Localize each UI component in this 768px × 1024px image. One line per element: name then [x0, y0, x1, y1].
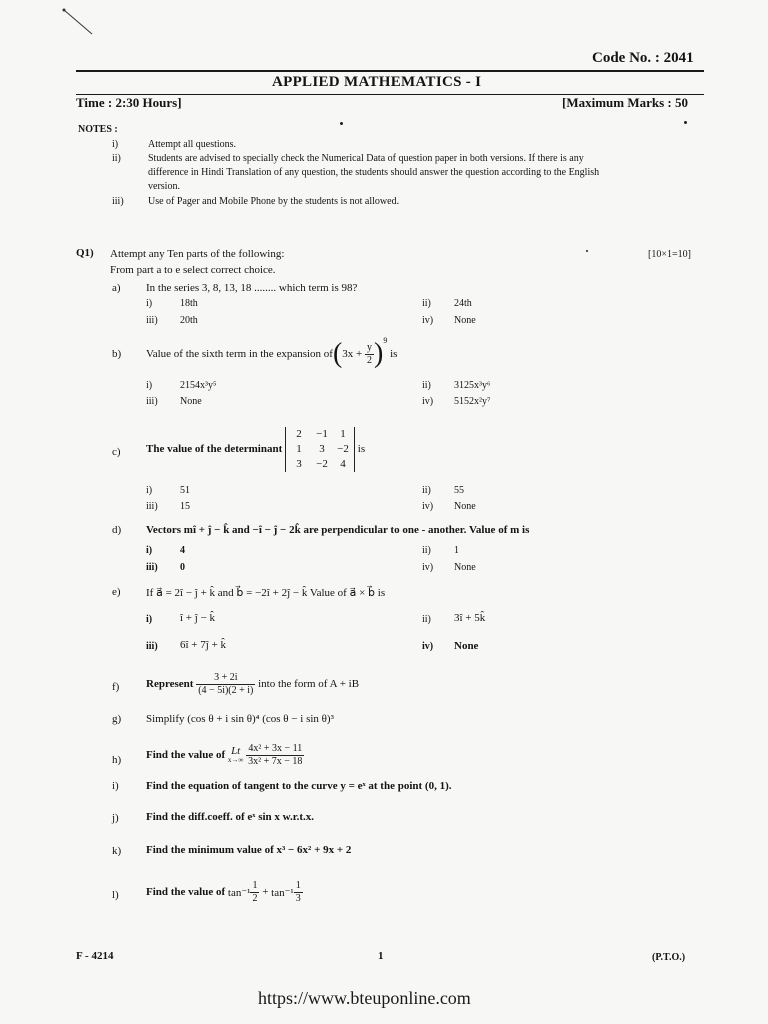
- part-label: h): [112, 754, 122, 766]
- part-f-question: Represent $\frac{3 + 2i}{(4 - 5i)(2 + i)}$ into the form of A + iB: [146, 672, 360, 696]
- note-text: version.: [148, 181, 180, 192]
- part-h-question: Find the value of Lt x→∞ $\frac{\text{4x² + 3x − 11}}{\text{3x² + 7x − 18}}$: [146, 743, 303, 767]
- part-label: f): [112, 681, 120, 693]
- part-a-option-iv: None: [454, 315, 476, 326]
- part-e-option-iv: None: [454, 640, 479, 652]
- part-label: j): [112, 812, 119, 824]
- part-label: a): [112, 282, 121, 294]
- note-number: i): [112, 139, 119, 150]
- part-label: l): [112, 889, 119, 901]
- note-text: Use of Pager and Mobile Phone by the students is not allowed.: [148, 196, 400, 207]
- part-a-question: In the series 3, 8, 13, 18 ........ which term is 98?: [146, 282, 358, 294]
- note-number: iii): [112, 196, 124, 207]
- part-label: i): [112, 780, 119, 792]
- part-c-option-iii: 15: [180, 501, 190, 512]
- stray-pen-mark: [58, 4, 98, 38]
- part-c-option-ii: 55: [454, 485, 464, 496]
- part-label: e): [112, 586, 121, 598]
- top-rule: [76, 70, 704, 72]
- part-j-question: Find the diff.coeff. of eˣ sin x w.r.t.x.: [146, 811, 315, 823]
- part-b-question: Value of the sixth term in the expansion of ( 3x + $\frac{y}{2}$ ) $^9$ is: [146, 336, 398, 369]
- time-allowed: Time : 2:30 Hours]: [76, 95, 182, 110]
- part-label: b): [112, 348, 122, 360]
- determinant-matrix: 2 −1 1 1 3 −2 3 −2 4: [285, 427, 355, 472]
- part-d-option-iv: None: [454, 562, 476, 573]
- speck: [586, 250, 588, 252]
- part-d-question: Vectors mî + ĵ − k̂ and −î − ĵ − 2k̂ are perpendicular to one - another. Value of m is: [146, 524, 530, 536]
- paper-title: APPLIED MATHEMATICS - I: [272, 74, 482, 90]
- part-b-option-iv: 5152x²y⁷: [454, 396, 491, 407]
- part-e-option-iii: 6î + 7ĵ + k̂: [180, 639, 227, 651]
- question-marks: [10×1=10]: [648, 249, 691, 260]
- note-number: ii): [112, 153, 121, 164]
- part-b-option-i: 2154x³y⁵: [180, 380, 217, 391]
- part-d-option-ii: 1: [454, 545, 459, 556]
- speck: [684, 121, 687, 124]
- part-label: d): [112, 524, 122, 536]
- note-text: Students are advised to specially check the Numerical Data of question paper in both versions. If there is any: [148, 153, 584, 164]
- part-b-option-iii: None: [180, 396, 202, 407]
- part-d-option-iii: 0: [180, 562, 185, 573]
- part-k-question: Find the minimum value of x³ − 6x² + 9x + 2: [146, 844, 352, 856]
- notes-heading: NOTES :: [78, 124, 118, 135]
- question-sub-instruction: From part a to e select correct choice.: [110, 264, 276, 276]
- part-i-question: Find the equation of tangent to the curve y = eˣ at the point (0, 1).: [146, 780, 452, 792]
- question-instruction: Attempt any Ten parts of the following:: [110, 248, 285, 260]
- part-e-question: If a⃗ = 2î − ĵ + k̂ and b⃗ = −2î + 2ĵ − k̂ Value of a⃗ × b⃗ is: [146, 587, 386, 599]
- part-e-option-i: î + ĵ − k̂: [180, 612, 216, 624]
- part-c-question: The value of the determinant 2 −1 1 1 3 −2 3 −2 4 is: [146, 427, 366, 470]
- part-a-option-i: 18th: [180, 298, 198, 309]
- part-e-option-ii: 3î + 5k̂: [454, 612, 486, 624]
- maximum-marks: [Maximum Marks : 50: [562, 95, 689, 110]
- part-a-option-ii: 24th: [454, 298, 472, 309]
- speck: [340, 122, 343, 125]
- part-label: g): [112, 713, 122, 725]
- part-label: c): [112, 446, 121, 458]
- code-number: Code No. : 2041: [592, 50, 694, 66]
- part-label: k): [112, 845, 122, 857]
- question-label: Q1): [76, 247, 94, 259]
- part-c-option-i: 51: [180, 485, 190, 496]
- part-l-question: Find the value of tan⁻¹ $\frac{1}{2}$ + tan⁻¹ $\frac{1}{3}$: [146, 880, 301, 904]
- page-number: 1: [378, 950, 384, 962]
- part-g-question: Simplify (cos θ + i sin θ)⁴ (cos θ − i sin θ)³: [146, 713, 334, 725]
- source-url[interactable]: https://www.bteuponline.com: [258, 988, 471, 1008]
- part-c-option-iv: None: [454, 501, 476, 512]
- note-text: difference in Hindi Translation of any question, the students should answer the question according to the English: [148, 167, 600, 178]
- part-d-option-i: 4: [180, 545, 185, 556]
- please-turn-over: (P.T.O.): [652, 952, 686, 963]
- part-a-option-iii: 20th: [180, 315, 198, 326]
- note-text: Attempt all questions.: [148, 139, 237, 150]
- part-b-option-ii: 3125x³y⁶: [454, 380, 491, 391]
- paper-serial-code: F - 4214: [76, 950, 114, 962]
